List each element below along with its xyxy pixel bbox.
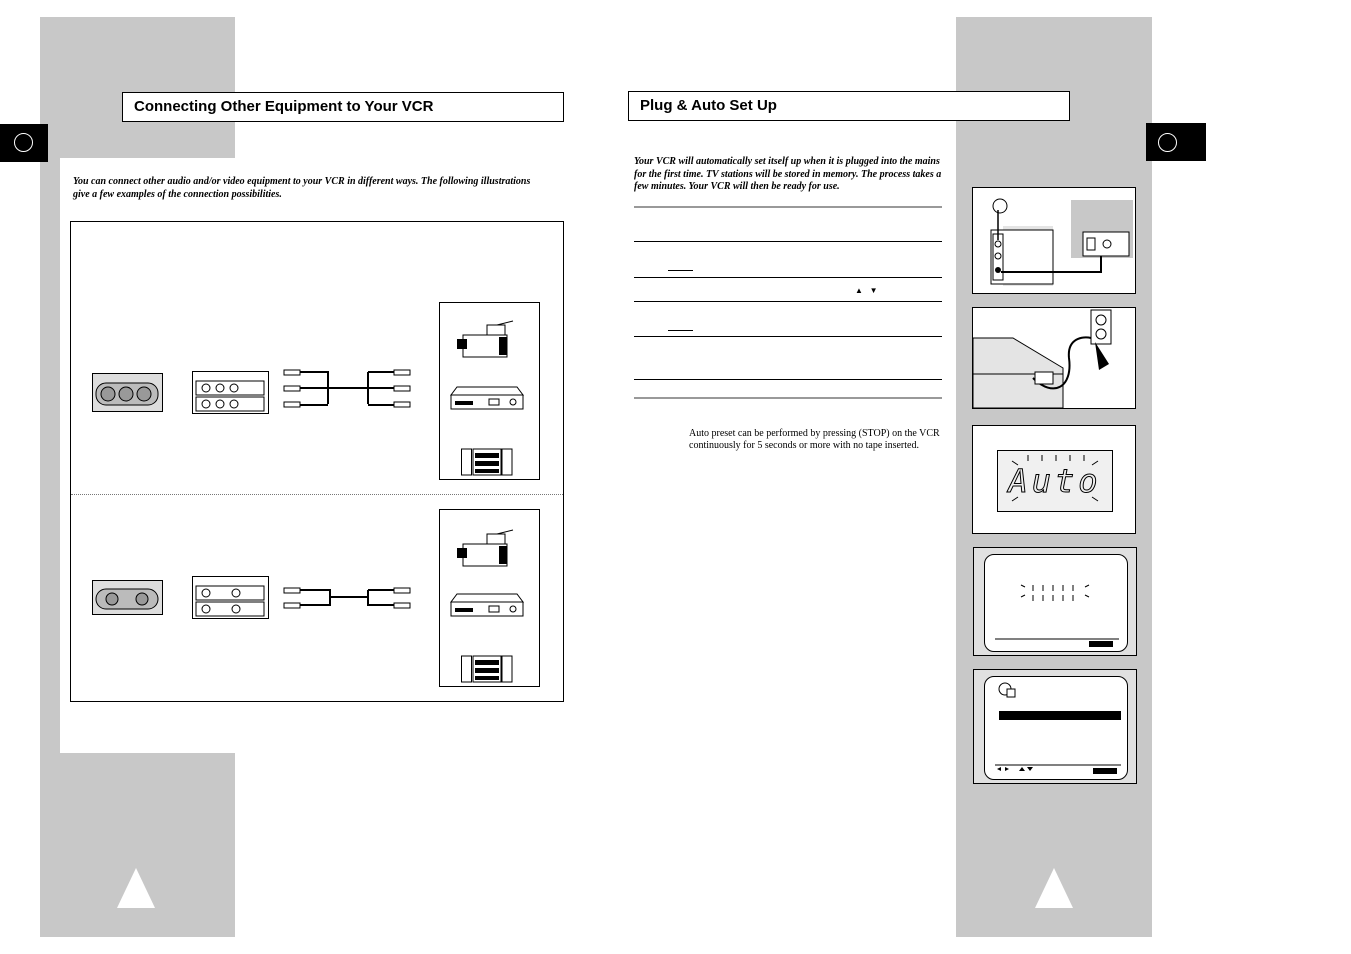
- language-tab-left: [0, 124, 48, 162]
- cable-icon: [284, 586, 412, 612]
- language-tab-icon: [14, 133, 33, 152]
- step-rule-4: [634, 336, 942, 337]
- illustration-osd-1: [973, 547, 1137, 656]
- illustration-antenna: [972, 187, 1136, 294]
- left-sidebar-bottom: [40, 753, 235, 937]
- up-down-arrow-icon: ▲ ▼: [855, 286, 878, 295]
- step-underline-1: [668, 270, 693, 271]
- step-underline-2: [668, 330, 693, 331]
- language-tab-right: [1146, 123, 1206, 161]
- step-rule-2: [634, 277, 942, 278]
- page-triangle-icon: [117, 868, 155, 908]
- equipment-box-2: [439, 509, 540, 687]
- language-tab-icon: [1158, 133, 1177, 152]
- scan-ticks-icon: [985, 555, 1127, 651]
- step-rule-3: [634, 301, 942, 302]
- hifi-system-icon: [461, 654, 513, 684]
- rca-jack-panel-icon: [192, 371, 270, 415]
- left-sidebar-side: [40, 158, 60, 753]
- vcr-icon: [449, 385, 525, 411]
- illustration-display: [972, 425, 1136, 534]
- rca-jack-panel-icon: [192, 576, 270, 620]
- step-rule-0: [634, 206, 942, 208]
- step-rule-5: [634, 379, 942, 380]
- osd-menu-icon: [985, 677, 1127, 779]
- intro-text-left: You can connect other audio and/or video equipment to your VCR in different ways. The following illustrations give a few examples of the connection possibilities.: [73, 176, 531, 200]
- auto-preset-note: Auto preset can be performed by pressing (STOP) on the VCR continuously for 5 seconds or more with no tape inserted.: [689, 428, 940, 451]
- scart-socket-icon: [92, 373, 164, 413]
- illustration-mains: [972, 307, 1136, 409]
- vcr-icon: [449, 592, 525, 618]
- camcorder-icon: [457, 323, 515, 361]
- illustration-osd-2: [973, 669, 1137, 784]
- page-triangle-icon: [1035, 868, 1073, 908]
- page-title-left: Connecting Other Equipment to Your VCR: [122, 92, 564, 122]
- display-text: Auto: [1008, 462, 1102, 500]
- step-rule-1: [634, 241, 942, 242]
- equipment-box-1: [439, 302, 540, 480]
- hifi-system-icon: [461, 447, 513, 477]
- left-sidebar-top: [40, 17, 235, 158]
- divider-dotted: [71, 494, 563, 495]
- scart-socket-icon: [92, 580, 164, 616]
- antenna-icon: [973, 188, 1137, 295]
- osd-screen-icon: [984, 554, 1128, 652]
- step-rule-6: [634, 397, 942, 399]
- page-title-right: Plug & Auto Set Up: [628, 91, 1070, 121]
- cable-icon: [284, 368, 412, 410]
- vcr-front-display: [997, 450, 1113, 512]
- osd-screen-icon: [984, 676, 1128, 780]
- mains-plug-icon: [973, 308, 1137, 410]
- intro-text-right: Your VCR will automatically set itself up when it is plugged into the mains for the first time. TV stations will be stored in memory. The process takes a few minutes. Your VCR will then be ready for use.: [634, 156, 942, 192]
- camcorder-icon: [457, 532, 515, 570]
